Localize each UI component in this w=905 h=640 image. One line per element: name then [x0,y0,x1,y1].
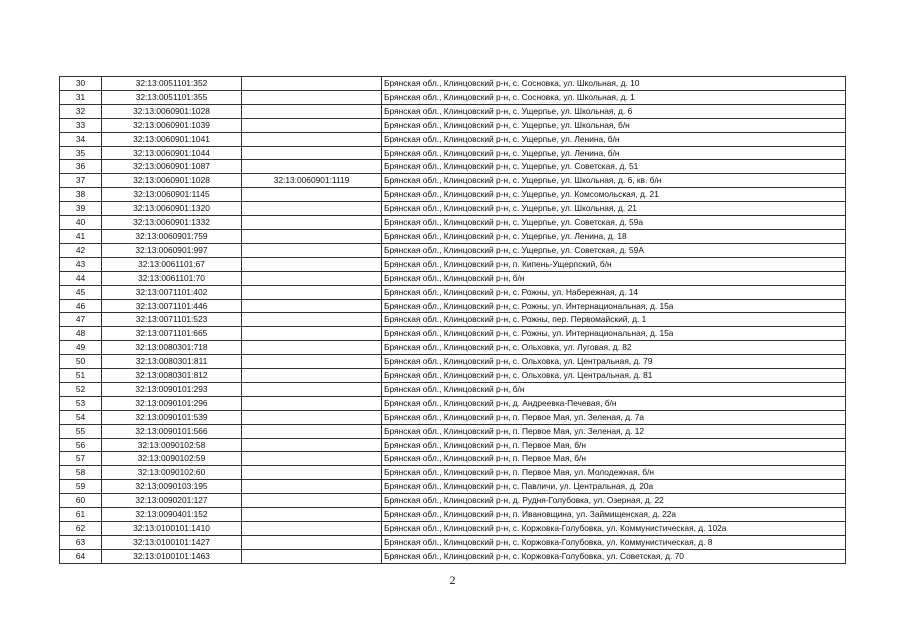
linked-cadastral-number [242,271,382,285]
row-number: 45 [60,285,102,299]
cadastral-number: 32:13:0061101:67 [102,257,242,271]
cadastral-number: 32:13:0090101:293 [102,382,242,396]
row-number: 32 [60,104,102,118]
row-number: 30 [60,77,102,91]
address-cell: Брянская обл., Клинцовский р-н, с. Коржовка-Голубовка, ул. Советская, д. 70 [382,549,846,563]
cadastral-number: 32:13:0060901:997 [102,243,242,257]
row-number: 63 [60,535,102,549]
linked-cadastral-number [242,132,382,146]
cadastral-number: 32:13:0060901:1028 [102,174,242,188]
row-number: 58 [60,466,102,480]
row-number: 36 [60,160,102,174]
cadastral-number: 32:13:0060901:1028 [102,104,242,118]
address-cell: Брянская обл., Клинцовский р-н, п. Первое Мая, ул. Молодежная, б/н [382,466,846,480]
linked-cadastral-number [242,90,382,104]
address-cell: Брянская обл., Клинцовский р-н, п. Первое Мая, ул. Зеленая, д. 12 [382,424,846,438]
row-number: 37 [60,174,102,188]
table-row [60,480,846,494]
table-row [60,549,846,563]
address-cell: Брянская обл., Клинцовский р-н, с. Сосновка, ул. Школьная, д. 10 [382,77,846,91]
cadastral-number: 32:13:0100101:1427 [102,535,242,549]
cadastral-number: 32:13:0060901:1041 [102,132,242,146]
row-number: 62 [60,522,102,536]
linked-cadastral-number [242,104,382,118]
table-row [60,90,846,104]
row-number: 46 [60,299,102,313]
table-row [60,424,846,438]
row-number: 44 [60,271,102,285]
linked-cadastral-number [242,452,382,466]
table-row [60,146,846,160]
row-number: 49 [60,341,102,355]
address-cell: Брянская обл., Клинцовский р-н, с. Ущерпье, ул. Школьная, д. 6 [382,104,846,118]
address-cell: Брянская обл., Клинцовский р-н, с. Ущерпье, ул. Ленина, б/н [382,146,846,160]
table-row [60,313,846,327]
address-cell: Брянская обл., Клинцовский р-н, с. Ущерпье, ул. Советская, д. 59а [382,216,846,230]
linked-cadastral-number [242,508,382,522]
table-row [60,216,846,230]
table-row [60,104,846,118]
address-cell: Брянская обл., Клинцовский р-н, б/н [382,271,846,285]
linked-cadastral-number [242,160,382,174]
cadastral-number: 32:13:0090102:60 [102,466,242,480]
address-cell: Брянская обл., Клинцовский р-н, с. Павличи, ул. Центральная, д. 20а [382,480,846,494]
cadastral-number: 32:13:0090103:195 [102,480,242,494]
linked-cadastral-number [242,146,382,160]
linked-cadastral-number [242,549,382,563]
table-row [60,285,846,299]
linked-cadastral-number [242,480,382,494]
address-cell: Брянская обл., Клинцовский р-н, с. Ольховка, ул. Центральная, д. 79 [382,355,846,369]
cadastral-number: 32:13:0060901:1039 [102,118,242,132]
row-number: 40 [60,216,102,230]
linked-cadastral-number [242,243,382,257]
cadastral-number: 32:13:0100101:1410 [102,522,242,536]
row-number: 50 [60,355,102,369]
linked-cadastral-number [242,522,382,536]
address-cell: Брянская обл., Клинцовский р-н, с. Ущерпье, ул. Комсомольская, д. 21 [382,188,846,202]
cadastral-number: 32:13:0090201:127 [102,494,242,508]
row-number: 33 [60,118,102,132]
table-row [60,494,846,508]
table-row [60,160,846,174]
row-number: 57 [60,452,102,466]
table-row [60,438,846,452]
linked-cadastral-number [242,424,382,438]
linked-cadastral-number [242,438,382,452]
address-cell: Брянская обл., Клинцовский р-н, с. Ущерпье, ул. Ленина, д. 18 [382,229,846,243]
address-cell: Брянская обл., Клинцовский р-н, с. Коржовка-Голубовка, ул. Коммунистическая, д. 102а [382,522,846,536]
table-row [60,466,846,480]
table-row [60,382,846,396]
linked-cadastral-number [242,341,382,355]
address-cell: Брянская обл., Клинцовский р-н, с. Сосновка, ул. Школьная, д. 1 [382,90,846,104]
address-cell: Брянская обл., Клинцовский р-н, б/н [382,382,846,396]
address-cell: Брянская обл., Клинцовский р-н, с. Ущерпье, ул. Школьная, д. 6, кв. б/н [382,174,846,188]
row-number: 38 [60,188,102,202]
cadastral-number: 32:13:0090401:152 [102,508,242,522]
address-cell: Брянская обл., Клинцовский р-н, с. Ущерпье, ул. Советская, д. 59А [382,243,846,257]
row-number: 43 [60,257,102,271]
table-row [60,174,846,188]
linked-cadastral-number [242,285,382,299]
table-row [60,396,846,410]
cadastral-number: 32:13:0100101:1463 [102,549,242,563]
cadastral-number: 32:13:0080301:812 [102,369,242,383]
address-cell: Брянская обл., Клинцовский р-н, п. Ивановщина, ул. Займищенская, д. 22а [382,508,846,522]
address-cell: Брянская обл., Клинцовский р-н, с. Ольховка, ул. Луговая, д. 82 [382,341,846,355]
row-number: 52 [60,382,102,396]
property-table-body [60,77,846,564]
address-cell: Брянская обл., Клинцовский р-н, с. Ущерпье, ул. Советская, д. 51 [382,160,846,174]
table-row [60,535,846,549]
table-row [60,410,846,424]
linked-cadastral-number [242,535,382,549]
table-row [60,369,846,383]
cadastral-number: 32:13:0090101:566 [102,424,242,438]
linked-cadastral-number [242,410,382,424]
address-cell: Брянская обл., Клинцовский р-н, с. Ущерпье, ул. Школьная, б/н [382,118,846,132]
linked-cadastral-number [242,327,382,341]
linked-cadastral-number [242,188,382,202]
row-number: 53 [60,396,102,410]
table-row [60,271,846,285]
row-number: 41 [60,229,102,243]
cadastral-number: 32:13:0080301:718 [102,341,242,355]
table-row [60,327,846,341]
cadastral-number: 32:13:0060901:1044 [102,146,242,160]
row-number: 64 [60,549,102,563]
table-row [60,202,846,216]
linked-cadastral-number [242,216,382,230]
table-row [60,77,846,91]
row-number: 54 [60,410,102,424]
cadastral-number: 32:13:0071101:446 [102,299,242,313]
cadastral-number: 32:13:0060901:759 [102,229,242,243]
address-cell: Брянская обл., Клинцовский р-н, д. Андреевка-Печевая, б/н [382,396,846,410]
table-row [60,229,846,243]
linked-cadastral-number [242,313,382,327]
linked-cadastral-number [242,118,382,132]
table-row [60,188,846,202]
address-cell: Брянская обл., Клинцовский р-н, с. Рожны, пер. Первомайский, д. 1 [382,313,846,327]
table-row [60,508,846,522]
table-row [60,257,846,271]
row-number: 42 [60,243,102,257]
address-cell: Брянская обл., Клинцовский р-н, п. Первое Мая, б/н [382,438,846,452]
linked-cadastral-number [242,369,382,383]
cadastral-number: 32:13:0071101:402 [102,285,242,299]
row-number: 61 [60,508,102,522]
linked-cadastral-number [242,229,382,243]
row-number: 34 [60,132,102,146]
linked-cadastral-number [242,494,382,508]
table-row [60,355,846,369]
cadastral-number: 32:13:0051101:352 [102,77,242,91]
property-table [59,76,846,564]
row-number: 35 [60,146,102,160]
linked-cadastral-number [242,382,382,396]
cadastral-number: 32:13:0060901:1145 [102,188,242,202]
table-row [60,299,846,313]
cadastral-number: 32:13:0090102:59 [102,452,242,466]
page-number: 2 [449,573,456,587]
address-cell: Брянская обл., Клинцовский р-н, с. Ущерпье, ул. Ленина, б/н [382,132,846,146]
table-row [60,118,846,132]
cadastral-number: 32:13:0090101:539 [102,410,242,424]
cadastral-number: 32:13:0071101:665 [102,327,242,341]
row-number: 56 [60,438,102,452]
cadastral-number: 32:13:0060901:1320 [102,202,242,216]
address-cell: Брянская обл., Клинцовский р-н, п. Первое Мая, б/н [382,452,846,466]
address-cell: Брянская обл., Клинцовский р-н, с. Рожны, ул. Набережная, д. 14 [382,285,846,299]
linked-cadastral-number [242,396,382,410]
row-number: 55 [60,424,102,438]
address-cell: Брянская обл., Клинцовский р-н, д. Рудня-Голубовка, ул. Озерная, д. 22 [382,494,846,508]
table-row [60,522,846,536]
linked-cadastral-number [242,77,382,91]
table-row [60,341,846,355]
cadastral-number: 32:13:0060901:1087 [102,160,242,174]
linked-cadastral-number [242,257,382,271]
table-row [60,243,846,257]
address-cell: Брянская обл., Клинцовский р-н, п. Первое Мая, ул. Зеленая, д. 7а [382,410,846,424]
row-number: 48 [60,327,102,341]
cadastral-number: 32:13:0051101:355 [102,90,242,104]
row-number: 60 [60,494,102,508]
address-cell: Брянская обл., Клинцовский р-н, с. Рожны, ул. Интернациональная, д. 15а [382,299,846,313]
cadastral-number: 32:13:0080301:811 [102,355,242,369]
table-row [60,132,846,146]
row-number: 47 [60,313,102,327]
cadastral-number: 32:13:0090101:296 [102,396,242,410]
address-cell: Брянская обл., Клинцовский р-н, с. Ущерпье, ул. Школьная, д. 21 [382,202,846,216]
address-cell: Брянская обл., Клинцовский р-н, с. Коржовка-Голубовка, ул. Коммунистическая, д. 8 [382,535,846,549]
cadastral-number: 32:13:0071101:523 [102,313,242,327]
row-number: 39 [60,202,102,216]
linked-cadastral-number [242,202,382,216]
linked-cadastral-number [242,355,382,369]
cadastral-number: 32:13:0061101:70 [102,271,242,285]
row-number: 59 [60,480,102,494]
cadastral-number: 32:13:0060901:1332 [102,216,242,230]
row-number: 31 [60,90,102,104]
table-row [60,452,846,466]
linked-cadastral-number [242,466,382,480]
linked-cadastral-number: 32:13:0060901:1119 [242,174,382,188]
row-number: 51 [60,369,102,383]
linked-cadastral-number [242,299,382,313]
cadastral-number: 32:13:0090102:58 [102,438,242,452]
address-cell: Брянская обл., Клинцовский р-н, п. Кипень-Ущерпский, б/н [382,257,846,271]
address-cell: Брянская обл., Клинцовский р-н, с. Рожны, ул. Интернациональная, д. 15а [382,327,846,341]
address-cell: Брянская обл., Клинцовский р-н, с. Ольховка, ул. Центральная, д. 81 [382,369,846,383]
